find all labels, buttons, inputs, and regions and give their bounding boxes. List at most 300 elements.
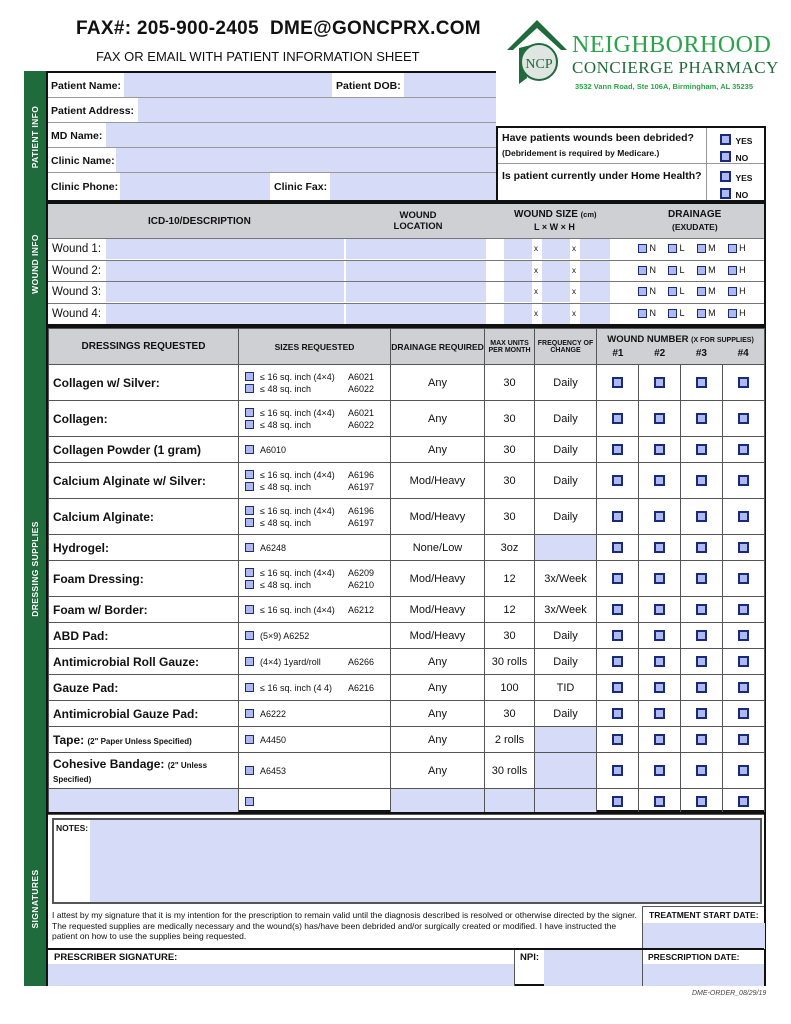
- wound-row: [48, 304, 764, 326]
- size-option[interactable]: A6222: [245, 709, 390, 719]
- length-field[interactable]: [504, 261, 532, 281]
- max-units: 30: [485, 365, 535, 401]
- x-sep: x: [534, 265, 538, 275]
- pharmacy-address: 3532 Vann Road, Ste 106A, Birmingham, AL 35235: [575, 82, 753, 91]
- size-checkbox[interactable]: [245, 372, 254, 381]
- dressing-name: Calcium Alginate w/ Silver:: [49, 463, 239, 499]
- brand-subname: CONCIERGE PHARMACY: [572, 58, 779, 77]
- wound-info-section: [46, 202, 766, 326]
- sizes-cell: [239, 535, 391, 561]
- frequency: [535, 727, 597, 753]
- dressing-name: Hydrogel:: [49, 535, 239, 561]
- x-sep: x: [572, 265, 576, 275]
- drainage-required: Any: [391, 649, 485, 675]
- clinic-name-label: Clinic Name:: [51, 155, 115, 167]
- wound-4-checkbox[interactable]: [723, 561, 765, 597]
- width-field[interactable]: [542, 239, 570, 259]
- wn-3: #3: [695, 348, 707, 359]
- drainage-options: [638, 243, 746, 253]
- wound-3-checkbox[interactable]: [681, 753, 723, 789]
- supply-row: [49, 437, 765, 463]
- supply-row: [49, 463, 765, 499]
- clinic-phone-field[interactable]: [120, 173, 270, 200]
- wound-3-checkbox[interactable]: [681, 623, 723, 649]
- wound-2-checkbox[interactable]: [639, 561, 681, 597]
- x-sep: x: [534, 244, 538, 253]
- supply-row: [49, 727, 765, 753]
- drainage-l-checkbox[interactable]: L: [668, 308, 685, 318]
- drainage-l-checkbox[interactable]: L: [668, 243, 685, 253]
- debrided-question: Have patients wounds been debrided?: [502, 132, 694, 144]
- home-health-no-checkbox[interactable]: NO: [720, 185, 748, 203]
- drainage-header: DRAINAGE: [668, 209, 722, 220]
- icd-header: ICD-10/DESCRIPTION: [148, 216, 251, 227]
- exudate-sub: (EXUDATE): [672, 222, 718, 232]
- wound-2-checkbox[interactable]: [639, 753, 681, 789]
- drainage-options: [638, 286, 746, 296]
- sizes-cell: [239, 623, 391, 649]
- frequency: 3x/Week: [535, 597, 597, 623]
- wound-1-checkbox[interactable]: [597, 727, 639, 753]
- wound-label: Wound 1:: [52, 243, 102, 255]
- wound-4-checkbox[interactable]: [723, 753, 765, 789]
- size-option[interactable]: ≤ 48 sq. inch A6210: [245, 580, 390, 590]
- npi-label: NPI:: [520, 952, 539, 963]
- sizes-cell: [239, 561, 391, 597]
- wound-label: Wound 2:: [52, 264, 102, 277]
- frequency: Daily: [535, 401, 597, 437]
- size-option[interactable]: A6453: [245, 766, 390, 776]
- wound-2-checkbox[interactable]: [639, 365, 681, 401]
- size-checkbox[interactable]: [245, 384, 254, 393]
- wound-3-checkbox[interactable]: [681, 561, 723, 597]
- size-checkbox[interactable]: [245, 420, 254, 429]
- sizes-cell: [239, 727, 391, 753]
- size-option[interactable]: A4450: [245, 735, 390, 745]
- md-name-field[interactable]: [106, 123, 496, 147]
- size-checkbox[interactable]: [245, 543, 254, 552]
- wound-4-checkbox[interactable]: [723, 727, 765, 753]
- size-option[interactable]: ≤ 16 sq. inch (4×4) A6212: [245, 605, 390, 615]
- sizes-cell: [239, 701, 391, 727]
- size-option[interactable]: [245, 797, 390, 806]
- supplies-table: [48, 328, 765, 815]
- size-dims: L × W × H: [534, 222, 575, 232]
- location-field[interactable]: [346, 261, 486, 281]
- frequency: Daily: [535, 463, 597, 499]
- width-field[interactable]: [542, 261, 570, 281]
- sizes-cell: [239, 789, 391, 815]
- wound-row: [48, 261, 764, 283]
- wound-1-checkbox[interactable]: [597, 499, 639, 535]
- ncp-logo: [505, 18, 570, 88]
- max-units: 30: [485, 701, 535, 727]
- wound-row: [48, 239, 764, 261]
- max-units: 2 rolls: [485, 727, 535, 753]
- patient-address-field[interactable]: [138, 98, 496, 122]
- prescriber-sig-label: PRESCRIBER SIGNATURE:: [54, 952, 178, 963]
- clinic-name-field[interactable]: [116, 148, 496, 172]
- supply-row: [49, 675, 765, 701]
- wound-2-checkbox[interactable]: [639, 437, 681, 463]
- wound-3-checkbox[interactable]: [681, 499, 723, 535]
- dressing-name: Antimicrobial Gauze Pad:: [49, 701, 239, 727]
- drainage-h-checkbox[interactable]: H: [728, 308, 746, 318]
- icd-field[interactable]: [106, 239, 344, 259]
- sizes-cell: [239, 499, 391, 535]
- dressing-name: ABD Pad:: [49, 623, 239, 649]
- brand-name: NEIGHBORHOOD: [572, 32, 772, 58]
- wound-3-checkbox[interactable]: [681, 401, 723, 437]
- wound-4-checkbox[interactable]: [723, 535, 765, 561]
- email-address: DME@GONCPRX.COM: [270, 18, 481, 39]
- drainage-h-checkbox[interactable]: H: [728, 265, 746, 275]
- dressing-name: Gauze Pad:: [49, 675, 239, 701]
- length-field[interactable]: [504, 304, 532, 324]
- clinic-phone-label: Clinic Phone:: [51, 181, 119, 193]
- dressing-name: Foam w/ Border:: [49, 597, 239, 623]
- frequency: TID: [535, 675, 597, 701]
- frequency: [535, 535, 597, 561]
- supply-row: [49, 753, 765, 789]
- x-sep: x: [534, 287, 538, 296]
- height-field[interactable]: [580, 282, 610, 302]
- size-checkbox[interactable]: [245, 735, 254, 744]
- width-field[interactable]: [542, 282, 570, 302]
- max-units: 30: [485, 437, 535, 463]
- home-health-yes-checkbox[interactable]: YES: [720, 168, 752, 186]
- wound-1-checkbox[interactable]: [597, 789, 639, 815]
- wound-3-checkbox[interactable]: [681, 649, 723, 675]
- wound-1-checkbox[interactable]: [597, 649, 639, 675]
- drainage-n-checkbox[interactable]: N: [638, 286, 656, 296]
- wound-2-checkbox[interactable]: [639, 675, 681, 701]
- frequency: [535, 789, 597, 815]
- size-option[interactable]: A6010: [245, 445, 390, 455]
- max-units: 30: [485, 401, 535, 437]
- size-checkbox[interactable]: [245, 482, 254, 491]
- supply-row: [49, 701, 765, 727]
- drainage-required: [391, 789, 485, 815]
- size-checkbox[interactable]: [245, 657, 254, 666]
- size-option[interactable]: ≤ 48 sq. inch A6022: [245, 420, 390, 430]
- signature-row: [48, 948, 764, 984]
- frequency: Daily: [535, 365, 597, 401]
- max-units: 30: [485, 499, 535, 535]
- wound-2-checkbox[interactable]: [639, 463, 681, 499]
- sizes-cell: [239, 597, 391, 623]
- clinic-fax-field[interactable]: [330, 173, 496, 200]
- x-sep: x: [534, 308, 538, 318]
- size-option[interactable]: ≤ 48 sq. inch A6197: [245, 482, 390, 492]
- drainage-m-checkbox[interactable]: M: [697, 308, 716, 318]
- wound-4-checkbox[interactable]: [723, 463, 765, 499]
- icd-field[interactable]: [106, 304, 344, 324]
- wound-1-checkbox[interactable]: [597, 675, 639, 701]
- wound-4-checkbox[interactable]: [723, 675, 765, 701]
- debrided-yes-checkbox[interactable]: YES: [720, 131, 752, 149]
- size-checkbox[interactable]: [245, 605, 254, 614]
- size-checkbox[interactable]: [245, 506, 254, 515]
- size-checkbox[interactable]: [245, 445, 254, 454]
- sizes-cell: [239, 649, 391, 675]
- height-field[interactable]: [580, 239, 610, 259]
- wound-3-checkbox[interactable]: [681, 463, 723, 499]
- drainage-h-checkbox[interactable]: H: [728, 243, 746, 253]
- frequency: Daily: [535, 649, 597, 675]
- wound-row: [48, 282, 764, 304]
- sizes-cell: [239, 463, 391, 499]
- max-units: 12: [485, 597, 535, 623]
- dressing-name: Cohesive Bandage: (2" Unless Specified): [49, 753, 239, 789]
- wound-2-checkbox[interactable]: [639, 727, 681, 753]
- npi-field[interactable]: [544, 950, 642, 986]
- size-checkbox[interactable]: [245, 568, 254, 577]
- supply-row: [49, 597, 765, 623]
- wound-label: Wound 3:: [52, 286, 102, 298]
- icd-field[interactable]: [106, 261, 344, 281]
- wound-3-checkbox[interactable]: [681, 701, 723, 727]
- wound-2-checkbox[interactable]: [639, 701, 681, 727]
- freq-header: FREQUENCY OF CHANGE: [535, 329, 597, 365]
- max-units: [485, 789, 535, 815]
- size-option[interactable]: ≤ 48 sq. inch A6197: [245, 518, 390, 528]
- size-checkbox[interactable]: [245, 797, 254, 806]
- size-option[interactable]: (5×9) A6252: [245, 631, 390, 641]
- drainage-required: Mod/Heavy: [391, 463, 485, 499]
- max-units-header: MAX UNITS PER MONTH: [485, 329, 535, 365]
- section-label-wound: WOUND INFO: [24, 202, 46, 326]
- size-checkbox[interactable]: [245, 683, 254, 692]
- size-checkbox[interactable]: [245, 766, 254, 775]
- section-label-patient: PATIENT INFO: [24, 71, 46, 202]
- size-option[interactable]: ≤ 16 sq. inch (4×4) A6196: [245, 506, 390, 516]
- size-checkbox[interactable]: [245, 470, 254, 479]
- wound-2-checkbox[interactable]: [639, 499, 681, 535]
- sizes-cell: [239, 675, 391, 701]
- dress-header: DRESSINGS REQUESTED: [49, 329, 239, 365]
- x-sep: x: [572, 244, 576, 253]
- wn-4: #4: [737, 348, 749, 359]
- wound-2-checkbox[interactable]: [639, 597, 681, 623]
- wn-2: #2: [654, 348, 666, 359]
- patient-name-field[interactable]: [124, 73, 332, 97]
- wound-2-checkbox[interactable]: [639, 649, 681, 675]
- fax-number: FAX#: 205-900-2405: [76, 18, 259, 39]
- size-checkbox[interactable]: [245, 408, 254, 417]
- wound-1-checkbox[interactable]: [597, 365, 639, 401]
- dressing-name: [49, 789, 239, 815]
- wound-4-checkbox[interactable]: [723, 623, 765, 649]
- wound-2-checkbox[interactable]: [639, 623, 681, 649]
- size-option[interactable]: (4×4) 1yard/roll A6266: [245, 657, 390, 667]
- section-label-signatures: SIGNATURES: [24, 812, 46, 986]
- drainage-required: Mod/Heavy: [391, 597, 485, 623]
- sizes-header: SIZES REQUESTED: [239, 329, 391, 365]
- drainage-required: Any: [391, 753, 485, 789]
- width-field[interactable]: [542, 304, 570, 324]
- frequency: Daily: [535, 623, 597, 649]
- location-header: WOUND LOCATION: [393, 210, 443, 232]
- supply-row: [49, 365, 765, 401]
- treatment-start-field[interactable]: [643, 923, 765, 949]
- wound-3-checkbox[interactable]: [681, 437, 723, 463]
- frequency: Daily: [535, 701, 597, 727]
- size-option[interactable]: A6248: [245, 543, 390, 553]
- x-sep: x: [572, 287, 576, 296]
- size-checkbox[interactable]: [245, 518, 254, 527]
- drainage-n-checkbox[interactable]: N: [638, 308, 656, 318]
- debrided-no-checkbox[interactable]: NO: [720, 148, 748, 166]
- location-field[interactable]: [346, 304, 486, 324]
- prescription-date-label: PRESCRIPTION DATE:: [648, 952, 740, 962]
- length-field[interactable]: [504, 239, 532, 259]
- drainage-h-checkbox[interactable]: H: [728, 286, 746, 296]
- wound-number-header: WOUND NUMBER (X FOR SUPPLIES) #1 #2 #3 #4: [597, 329, 765, 365]
- wound-4-checkbox[interactable]: [723, 437, 765, 463]
- location-field[interactable]: [346, 239, 486, 259]
- sizes-cell: [239, 401, 391, 437]
- frequency: 3x/Week: [535, 561, 597, 597]
- size-option[interactable]: ≤ 48 sq. inch A6022: [245, 384, 390, 394]
- wound-1-checkbox[interactable]: [597, 535, 639, 561]
- size-header: WOUND SIZE (cm): [514, 209, 597, 220]
- wound-4-checkbox[interactable]: [723, 499, 765, 535]
- dressing-name: Collagen:: [49, 401, 239, 437]
- dressing-name: Collagen w/ Silver:: [49, 365, 239, 401]
- wound-1-checkbox[interactable]: [597, 561, 639, 597]
- drainage-required: Any: [391, 675, 485, 701]
- max-units: 100: [485, 675, 535, 701]
- size-option[interactable]: ≤ 16 sq. inch (4×4) A6021: [245, 408, 390, 418]
- attestation-text: I attest by my signature that it is my intention for the prescription to remain valid until the diagnosis described is resolved or otherwise directed by the signer. The requested supplies are medically necessary and the wound(s) has/have been debrided and/or surgically created or modified. I have instructed the patient on how to use the supplies being requested.: [52, 910, 637, 941]
- supply-row: [49, 789, 765, 815]
- drainage-options: [638, 265, 746, 275]
- drainage-m-checkbox[interactable]: M: [697, 265, 716, 275]
- sizes-cell: [239, 753, 391, 789]
- drainage-m-checkbox[interactable]: M: [697, 243, 716, 253]
- wound-4-checkbox[interactable]: [723, 649, 765, 675]
- size-option[interactable]: ≤ 16 sq. inch (4×4) A6021: [245, 372, 390, 382]
- drainage-required: Any: [391, 727, 485, 753]
- wound-3-checkbox[interactable]: [681, 727, 723, 753]
- size-checkbox[interactable]: [245, 709, 254, 718]
- size-option[interactable]: ≤ 16 sq. inch (4×4) A6209: [245, 568, 390, 578]
- supplies-section: [46, 326, 766, 812]
- dressing-name: Calcium Alginate:: [49, 499, 239, 535]
- notes-box: [52, 818, 762, 904]
- max-units: 30: [485, 463, 535, 499]
- drainage-n-checkbox[interactable]: N: [638, 243, 656, 253]
- wound-2-checkbox[interactable]: [639, 401, 681, 437]
- x-sep: x: [572, 308, 576, 318]
- wound-1-checkbox[interactable]: [597, 463, 639, 499]
- supply-row: [49, 499, 765, 535]
- prescription-date-field[interactable]: [643, 964, 764, 986]
- patient-info-section: [46, 71, 496, 202]
- dressing-name: Antimicrobial Roll Gauze:: [49, 649, 239, 675]
- max-units: 30 rolls: [485, 753, 535, 789]
- sizes-cell: [239, 437, 391, 463]
- drainage-l-checkbox[interactable]: L: [668, 286, 685, 296]
- wound-1-checkbox[interactable]: [597, 753, 639, 789]
- patient-name-label: Patient Name:: [51, 80, 122, 92]
- size-option[interactable]: ≤ 16 sq. inch (4×4) A6196: [245, 470, 390, 480]
- wn-1: #1: [612, 348, 624, 359]
- wound-2-checkbox[interactable]: [639, 789, 681, 815]
- supply-row: [49, 561, 765, 597]
- height-field[interactable]: [580, 304, 610, 324]
- drainage-required: Mod/Heavy: [391, 499, 485, 535]
- clinic-fax-label: Clinic Fax:: [274, 181, 328, 193]
- drainage-m-checkbox[interactable]: M: [697, 286, 716, 296]
- wound-3-checkbox[interactable]: [681, 535, 723, 561]
- wound-header-row: [48, 204, 764, 239]
- wound-1-checkbox[interactable]: [597, 597, 639, 623]
- drainage-required: Any: [391, 701, 485, 727]
- wound-2-checkbox[interactable]: [639, 535, 681, 561]
- wound-1-checkbox[interactable]: [597, 401, 639, 437]
- icd-field[interactable]: [106, 282, 344, 302]
- wound-3-checkbox[interactable]: [681, 365, 723, 401]
- wound-1-checkbox[interactable]: [597, 701, 639, 727]
- drainage-required: Mod/Heavy: [391, 623, 485, 649]
- notes-label: NOTES:: [56, 823, 89, 833]
- size-checkbox[interactable]: [245, 631, 254, 640]
- size-option[interactable]: ≤ 16 sq. inch (4 4) A6216: [245, 683, 390, 693]
- length-field[interactable]: [504, 282, 532, 302]
- wound-1-checkbox[interactable]: [597, 437, 639, 463]
- dressing-name: Foam Dressing:: [49, 561, 239, 597]
- patient-dob-field[interactable]: [404, 73, 496, 97]
- wound-3-checkbox[interactable]: [681, 597, 723, 623]
- md-name-label: MD Name:: [51, 130, 103, 142]
- logo-text: NCP: [525, 57, 553, 72]
- wound-3-checkbox[interactable]: [681, 789, 723, 815]
- patient-address-label: Patient Address:: [51, 105, 135, 117]
- debrided-note: (Debridement is required by Medicare.): [502, 148, 660, 158]
- notes-field[interactable]: [90, 820, 760, 902]
- wound-1-checkbox[interactable]: [597, 623, 639, 649]
- drainage-required: Any: [391, 401, 485, 437]
- max-units: 30 rolls: [485, 649, 535, 675]
- size-checkbox[interactable]: [245, 580, 254, 589]
- max-units: 30: [485, 623, 535, 649]
- supply-row: [49, 535, 765, 561]
- treatment-start-box: [642, 906, 764, 948]
- frequency: Daily: [535, 437, 597, 463]
- signatures-section: [46, 812, 766, 986]
- prescriber-sig-field[interactable]: [48, 964, 514, 986]
- drain-req-header: DRAINAGE REQUIRED: [391, 329, 485, 365]
- frequency: [535, 753, 597, 789]
- sizes-cell: [239, 365, 391, 401]
- supply-row: [49, 623, 765, 649]
- wound-4-checkbox[interactable]: [723, 401, 765, 437]
- drainage-l-checkbox[interactable]: L: [668, 265, 685, 275]
- wound-3-checkbox[interactable]: [681, 675, 723, 701]
- location-field[interactable]: [346, 282, 486, 302]
- wound-4-checkbox[interactable]: [723, 365, 765, 401]
- drainage-n-checkbox[interactable]: N: [638, 265, 656, 275]
- wound-4-checkbox[interactable]: [723, 701, 765, 727]
- height-field[interactable]: [580, 261, 610, 281]
- wound-4-checkbox[interactable]: [723, 789, 765, 815]
- wound-4-checkbox[interactable]: [723, 597, 765, 623]
- drainage-options: [638, 308, 746, 318]
- dressing-name: Tape: (2" Paper Unless Specified): [49, 727, 239, 753]
- header-subtitle: FAX OR EMAIL WITH PATIENT INFORMATION SHEET: [96, 49, 420, 64]
